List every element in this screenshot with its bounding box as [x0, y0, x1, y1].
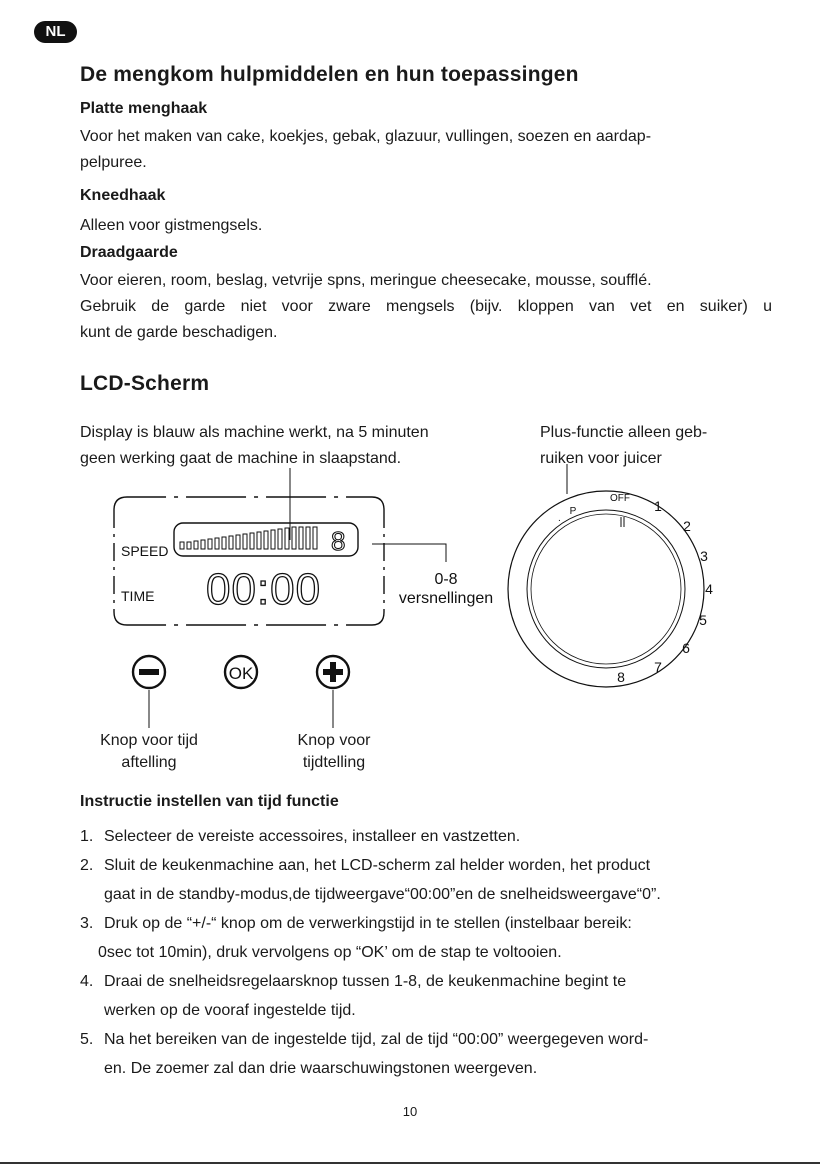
plus-note-line2: ruiken voor juicer [540, 450, 662, 467]
dial-p-dot: . [558, 513, 561, 524]
step-number: 5. [80, 1031, 94, 1048]
instructions-list [80, 822, 780, 1083]
dial-num-1: 1 [654, 498, 662, 514]
plus-note-line1: Plus-functie alleen geb- [540, 424, 708, 441]
minus-caption-line1: Knop voor tijd [100, 732, 198, 749]
whisk-line2: Gebruik de garde niet voor zware mengsels (bijv. kloppen van vet en suiker) u [80, 298, 772, 315]
pointer-line-speed-range [372, 544, 446, 562]
minus-button-caption [80, 730, 218, 774]
page-number: 10 [402, 1104, 418, 1119]
whisk-line3: kunt de garde beschadigen. [80, 324, 278, 341]
step-number: 4. [80, 973, 94, 990]
step-text-cont: werken op de vooraf ingestelde tijd. [104, 1002, 356, 1019]
flat-beater-line2: pelpuree. [80, 154, 147, 171]
speed-digit: 8 [331, 526, 346, 556]
dial-num-8: 8 [617, 669, 625, 685]
ok-label: OK [228, 664, 254, 683]
dial-num-5: 5 [699, 612, 707, 628]
list-item [80, 822, 780, 851]
speed-range-label: versnellingen [398, 590, 494, 607]
heading-flat-beater: Platte menghaak [80, 100, 208, 117]
step-text-cont: gaat in de standby-modus,de tijdweergave“00:00”en de snelheidsweergave“0”. [104, 886, 661, 903]
whisk-line1: Voor eieren, room, beslag, vetvrije spns, meringue cheesecake, mousse, soufflé. [80, 272, 652, 289]
ok-button[interactable] [225, 656, 257, 688]
time-readout: 00:00 [206, 565, 322, 614]
dial-num-6: 6 [682, 640, 690, 656]
step-text: Na het bereiken van de ingestelde tijd, zal de tijd “00:00” weergegeven word- [104, 1031, 649, 1048]
speed-dial[interactable] [508, 491, 713, 687]
dough-hook-text: Alleen voor gistmengsels. [80, 217, 263, 234]
heading-whisk: Draadgaarde [80, 244, 178, 261]
lcd-heading: LCD-Scherm [80, 372, 210, 395]
plus-caption-line1: Knop voor [297, 732, 371, 749]
dial-num-4: 4 [705, 581, 713, 597]
list-item [80, 909, 780, 967]
plus-button-caption [274, 730, 394, 774]
plus-caption-line2: tijdtelling [302, 754, 366, 771]
flat-beater-line1: Voor het maken van cake, koekjes, gebak, glazuur, vullingen, soezen en aardap- [80, 128, 652, 145]
heading-dough-hook: Kneedhaak [80, 187, 166, 204]
speed-range-value: 0-8 [434, 571, 458, 588]
step-text: Selecteer de vereiste accessoires, installeer en vastzetten. [104, 828, 521, 845]
step-text-cont: 0sec tot 10min), druk vervolgens op “OK’ om de stap te voltooien. [98, 944, 562, 961]
instructions-heading: Instructie instellen van tijd functie [80, 793, 339, 810]
step-number: 1. [80, 828, 94, 845]
list-item [80, 1025, 780, 1083]
step-number: 3. [80, 915, 94, 932]
list-item [80, 851, 780, 909]
display-note-line1: Display is blauw als machine werkt, na 5 minuten [80, 424, 429, 441]
speed-label: SPEED [121, 543, 169, 559]
step-number: 2. [80, 857, 94, 874]
dial-outer-ring [508, 491, 704, 687]
minus-button[interactable] [133, 656, 165, 688]
language-badge: NL [34, 21, 77, 43]
list-item [80, 967, 780, 1025]
plus-icon-v [330, 662, 336, 682]
page-title: De mengkom hulpmiddelen en hun toepassingen [80, 63, 579, 86]
plus-button[interactable] [317, 656, 349, 688]
dial-num-3: 3 [700, 548, 708, 564]
dial-num-2: 2 [683, 518, 691, 534]
minus-icon [139, 669, 159, 675]
dial-off-label: OFF [610, 493, 630, 504]
dial-inner-ring-2 [531, 514, 681, 664]
time-label: TIME [121, 588, 155, 604]
dial-inner-ring [527, 510, 685, 668]
step-text: Sluit de keukenmachine aan, het LCD-scherm zal helder worden, het product [104, 857, 651, 874]
speed-bar-segments [180, 527, 317, 549]
display-note-line2: geen werking gaat de machine in slaapstand. [80, 450, 402, 467]
step-text: Draai de snelheidsregelaarsknop tussen 1-8, de keukenmachine begint te [104, 973, 627, 990]
bottom-rule [0, 1162, 820, 1164]
dial-num-7: 7 [654, 659, 662, 675]
dial-p-label: P [569, 506, 577, 517]
step-text-cont: en. De zoemer zal dan drie waarschuwingstonen weergeven. [104, 1060, 538, 1077]
step-text: Druk op de “+/-“ knop om de verwerkingstijd in te stellen (instelbaar bereik: [104, 915, 632, 932]
minus-caption-line2: aftelling [121, 754, 177, 771]
